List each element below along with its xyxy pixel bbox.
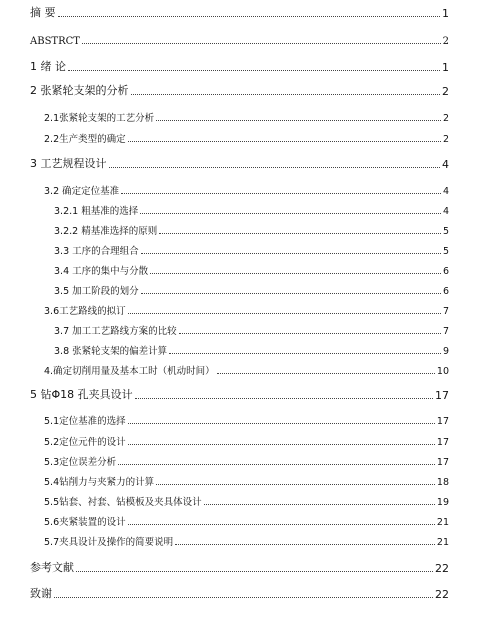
toc-entry-2-1: [44, 111, 449, 124]
toc-entry-label: 3.4 工序的集中与分散: [54, 266, 149, 277]
toc-entry-5-6: [44, 515, 449, 528]
toc-entry-page: 1: [442, 61, 449, 74]
toc-entry-label: 5 钻Φ18 孔夹具设计: [30, 388, 133, 401]
toc-entry-page: 4: [442, 206, 449, 217]
toc-entry-label: 3.6工艺路线的拟订: [44, 306, 126, 317]
toc-entry-page: 2: [442, 85, 449, 98]
toc-leader-dots: [109, 167, 441, 168]
toc-entry-page: 7: [442, 306, 449, 317]
toc-entry-page: 1: [442, 7, 449, 20]
toc-entry-page: 17: [435, 389, 449, 402]
toc-entry-label: 5.2定位元件的设计: [44, 437, 126, 448]
toc-entry-references: [30, 561, 449, 575]
toc-leader-dots: [156, 484, 435, 485]
toc-leader-dots: [58, 16, 441, 17]
toc-leader-dots: [156, 120, 441, 121]
toc-leader-dots: [128, 141, 441, 142]
toc-entry-label: 1 绪 论: [30, 60, 66, 73]
toc-entry-label: 5.7夹具设计及操作的简要说明: [44, 537, 174, 548]
toc-entry-page: 22: [435, 588, 449, 601]
toc-entry-page: 2: [442, 113, 449, 124]
toc-entry-3-4: [54, 264, 449, 277]
toc-leader-dots: [159, 233, 441, 234]
toc-entry-page: 4: [442, 158, 449, 171]
toc-leader-dots: [175, 544, 435, 545]
toc-entry-label: 3.2.1 粗基准的选择: [54, 206, 139, 217]
toc-entry-chapter-2: [30, 84, 449, 98]
toc-entry-3-7: [54, 324, 449, 337]
toc-entry-page: 4: [442, 186, 449, 197]
toc-entry-5-3: [44, 455, 449, 468]
toc-entry-5-7: [44, 535, 449, 548]
toc-leader-dots: [121, 193, 441, 194]
toc-entry-abstract-en: [30, 33, 449, 47]
toc-entry-page: 10: [436, 366, 449, 377]
toc-entry-page: 9: [442, 346, 449, 357]
toc-entry-page: 5: [442, 226, 449, 237]
toc-leader-dots: [179, 333, 441, 334]
toc-entry-label: 3 工艺规程设计: [30, 157, 107, 170]
toc-entry-label: 参考文献: [30, 561, 74, 574]
toc-entry-page: 6: [442, 286, 449, 297]
toc-leader-dots: [68, 70, 440, 71]
toc-leader-dots: [150, 273, 441, 274]
toc-entry-label: ABSTRCT: [30, 36, 80, 47]
toc-entry-page: 22: [435, 562, 449, 575]
toc-entry-chapter-1: [30, 60, 449, 74]
toc-leader-dots: [135, 398, 433, 399]
toc-entry-3-2: [44, 184, 449, 197]
toc-entry-label: 3.3 工序的合理组合: [54, 246, 139, 257]
toc-leader-dots: [54, 597, 433, 598]
toc-entry-label: 2 张紧轮支架的分析: [30, 84, 129, 97]
toc-entry-page: 2: [442, 36, 449, 47]
toc-entry-3-2-1: [54, 204, 449, 217]
toc-leader-dots: [128, 524, 435, 525]
toc-entry-label: 5.4钻削力与夹紧力的计算: [44, 477, 155, 488]
toc-entry-label: 摘 要: [30, 6, 56, 19]
toc-entry-2-2: [44, 132, 449, 145]
toc-entry-3-3: [54, 244, 449, 257]
toc-entry-label: 致谢: [30, 587, 52, 600]
toc-entry-label: 3.2 确定定位基准: [44, 186, 120, 197]
toc-entry-label: 2.2生产类型的确定: [44, 134, 126, 145]
toc-entry-chapter-5: [30, 388, 449, 402]
toc-entry-label: 5.3定位误差分析: [44, 457, 117, 468]
toc-leader-dots: [128, 313, 441, 314]
toc-leader-dots: [76, 571, 433, 572]
toc-entry-3-6: [44, 304, 449, 317]
toc-entry-page: 17: [436, 416, 449, 427]
toc-leader-dots: [82, 43, 441, 44]
toc-leader-dots: [128, 423, 435, 424]
toc-entry-5-4: [44, 475, 449, 488]
toc-entry-page: 17: [436, 457, 449, 468]
toc-entry-page: 21: [436, 537, 449, 548]
toc-entry-label: 3.8 张紧轮支架的偏差计算: [54, 346, 168, 357]
toc-entry-3-8: [54, 344, 449, 357]
toc-entry-page: 18: [436, 477, 449, 488]
toc-leader-dots: [128, 444, 435, 445]
toc-entry-5-5: [44, 495, 449, 508]
toc-entry-label: 4.确定切削用量及基本工时（机动时间）: [44, 366, 215, 377]
toc-entry-chapter-3: [30, 157, 449, 171]
toc-leader-dots: [169, 353, 441, 354]
toc-leader-dots: [204, 504, 435, 505]
toc-entry-label: 2.1张紧轮支架的工艺分析: [44, 113, 155, 124]
toc-entry-page: 5: [442, 246, 449, 257]
toc-entry-3-5: [54, 284, 449, 297]
toc-entry-page: 21: [436, 517, 449, 528]
toc-leader-dots: [217, 373, 435, 374]
toc-leader-dots: [141, 293, 441, 294]
toc-entry-4: [44, 364, 449, 377]
toc-entry-5-2: [44, 435, 449, 448]
toc-leader-dots: [140, 213, 441, 214]
toc-leader-dots: [131, 94, 441, 95]
toc-entry-acknowledgements: [30, 587, 449, 601]
toc-entry-page: 2: [442, 134, 449, 145]
toc-entry-label: 5.6夹紧装置的设计: [44, 517, 126, 528]
toc-entry-label: 5.5钻套、衬套、钻模板及夹具体设计: [44, 497, 202, 508]
toc-entry-page: 19: [436, 497, 449, 508]
toc-entry-page: 7: [442, 326, 449, 337]
toc-entry-label: 5.1定位基准的选择: [44, 416, 126, 427]
toc-leader-dots: [118, 464, 435, 465]
toc-entry-page: 6: [442, 266, 449, 277]
toc-leader-dots: [141, 253, 441, 254]
toc-entry-label: 3.7 加工工艺路线方案的比较: [54, 326, 177, 337]
toc-entry-abstract-cn: [30, 6, 449, 20]
toc-entry-3-2-2: [54, 224, 449, 237]
toc-entry-5-1: [44, 414, 449, 427]
toc-entry-page: 17: [436, 437, 449, 448]
toc-entry-label: 3.2.2 精基准选择的原则: [54, 226, 158, 237]
toc-entry-label: 3.5 加工阶段的划分: [54, 286, 139, 297]
